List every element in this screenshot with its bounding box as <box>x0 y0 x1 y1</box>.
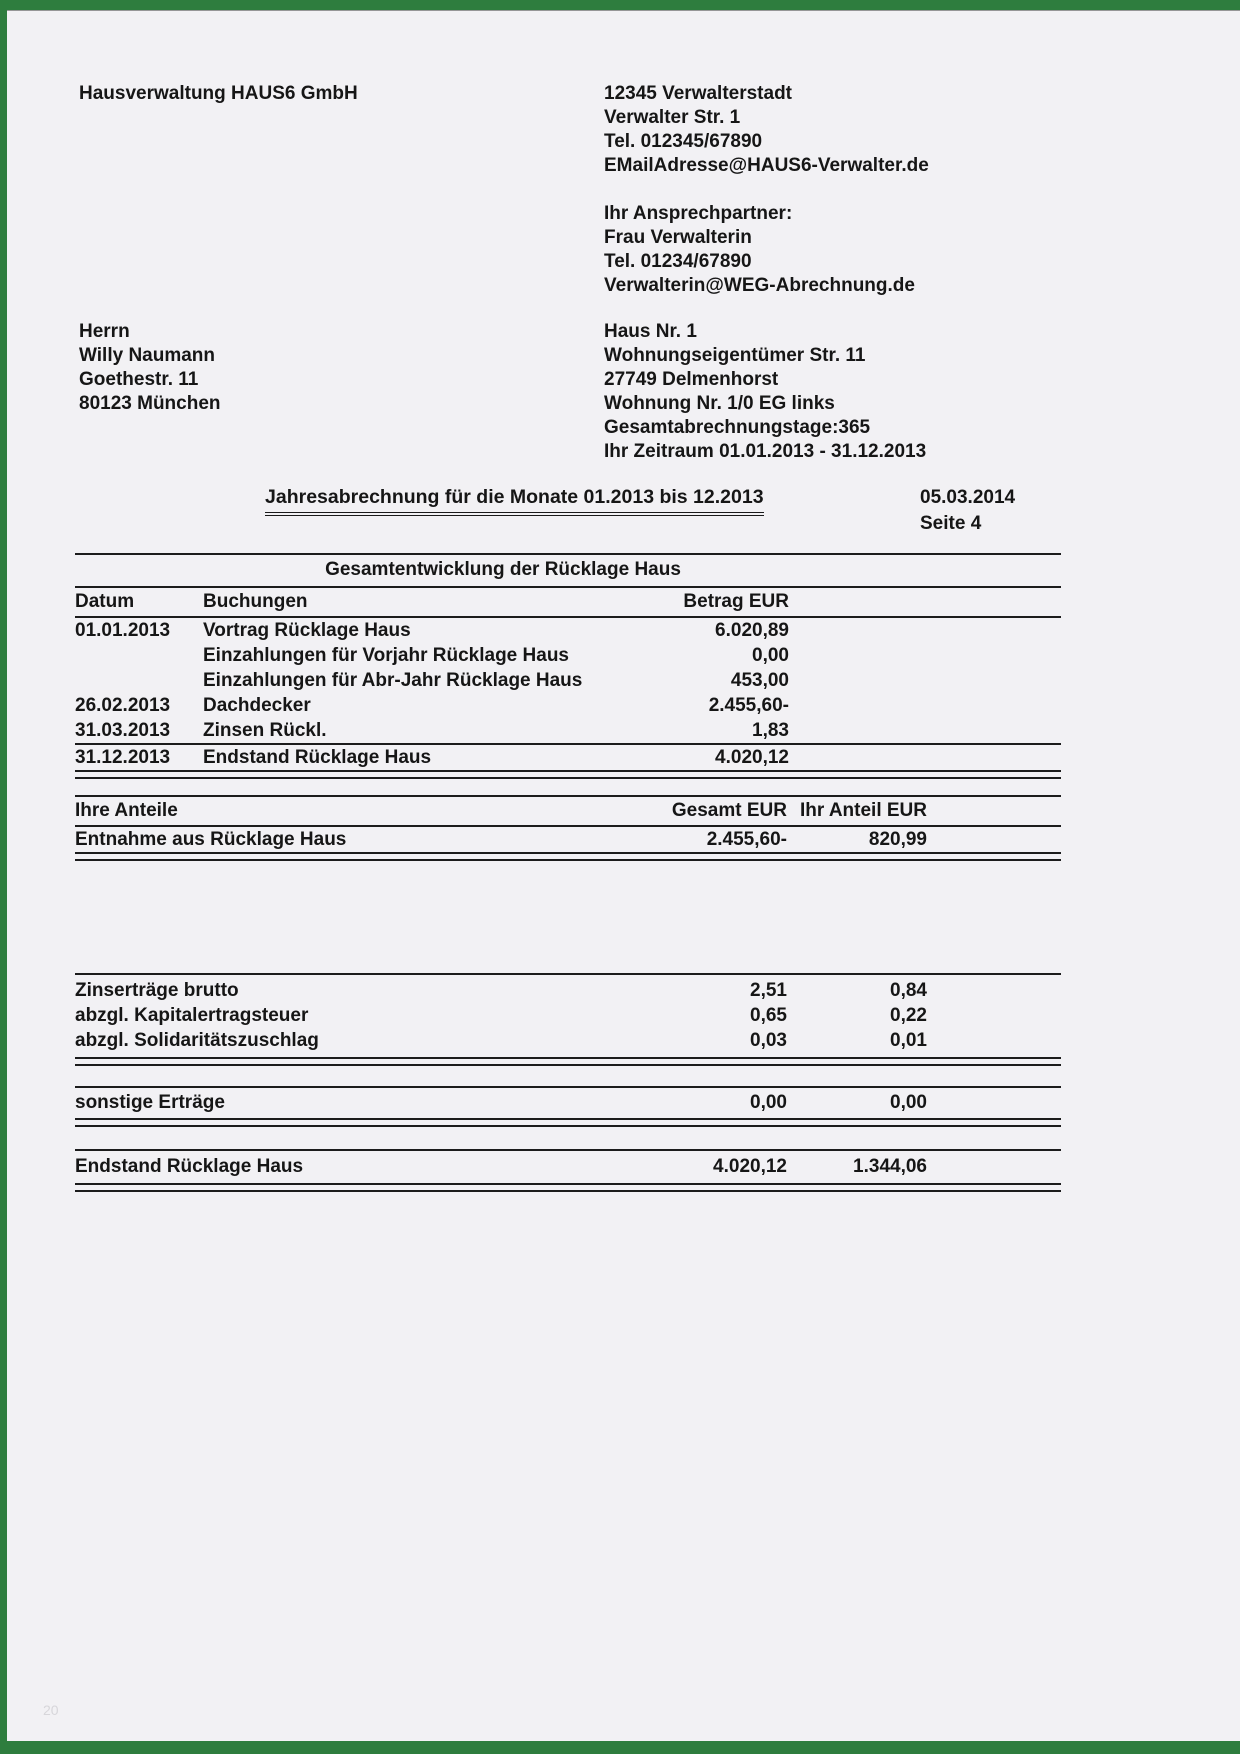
section-title-development: Gesamtentwicklung der Rücklage Haus <box>325 559 681 580</box>
contact-line: Verwalterin@WEG-Abrechnung.de <box>604 275 915 296</box>
contact-line: Tel. 01234/67890 <box>604 251 752 272</box>
address-line: Verwalter Str. 1 <box>604 107 741 128</box>
cell-share: 0,01 <box>890 1030 927 1051</box>
cell-booking: Einzahlungen für Abr-Jahr Rücklage Haus <box>203 670 583 691</box>
cell-share: 820,99 <box>868 829 927 850</box>
cell-date: 31.12.2013 <box>75 747 171 768</box>
cell-booking: Zinsen Rückl. <box>203 720 327 741</box>
property-line: Wohnung Nr. 1/0 EG links <box>604 393 835 414</box>
cell-date: 01.01.2013 <box>75 620 171 641</box>
page-label: Seite 4 <box>920 513 982 534</box>
cell-date: 31.03.2013 <box>75 720 171 741</box>
recipient-line: 80123 München <box>79 393 221 414</box>
cell-label: Zinserträge brutto <box>75 980 239 1001</box>
divider-double <box>75 770 1061 779</box>
cell-booking: Dachdecker <box>203 695 311 716</box>
management-address-block <box>604 82 929 178</box>
page-watermark: 20 <box>43 1702 59 1718</box>
property-block <box>604 320 926 464</box>
divider-double <box>75 1118 1061 1127</box>
main-content <box>75 553 1061 1192</box>
cell-date: 26.02.2013 <box>75 695 171 716</box>
cell-amount: 0,00 <box>752 645 789 666</box>
col-header-gesamt: Gesamt EUR <box>671 800 787 821</box>
contact-block <box>604 202 915 298</box>
contact-line: Frau Verwalterin <box>604 227 752 248</box>
table-row <box>75 718 1061 743</box>
cell-label: abzgl. Kapitalertragsteuer <box>75 1005 309 1026</box>
cell-booking: Einzahlungen für Vorjahr Rücklage Haus <box>203 645 569 666</box>
table-row <box>75 618 1061 643</box>
shares-row-sonstige <box>75 1088 1061 1118</box>
contact-line: Ihr Ansprechpartner: <box>604 203 793 224</box>
recipient-line: Goethestr. 11 <box>79 369 199 390</box>
address-line: EMailAdresse@HAUS6-Verwalter.de <box>604 155 929 176</box>
col-header-buchungen: Buchungen <box>203 591 308 612</box>
spacer <box>75 779 1061 795</box>
cell-share: 0,22 <box>890 1005 927 1026</box>
cell-share: 0,00 <box>890 1092 927 1113</box>
table-row <box>75 693 1061 718</box>
development-header-row <box>75 588 1061 616</box>
shares-row-entnahme <box>75 827 1061 852</box>
col-header-ihre-anteile: Ihre Anteile <box>75 800 178 821</box>
cell-total: 2,51 <box>750 980 787 1001</box>
sender-name: Hausverwaltung HAUS6 GmbH <box>79 83 358 104</box>
recipient-line: Herrn <box>79 321 130 342</box>
cell-amount: 453,00 <box>730 670 789 691</box>
property-line: Haus Nr. 1 <box>604 321 697 342</box>
cell-label: sonstige Erträge <box>75 1092 225 1113</box>
shares-row-endstand <box>75 1151 1061 1183</box>
document-date: 05.03.2014 <box>920 487 1016 508</box>
cell-amount: 4.020,12 <box>715 747 789 768</box>
cell-booking: Endstand Rücklage Haus <box>203 747 432 768</box>
property-line: Wohnungseigentümer Str. 11 <box>604 345 866 366</box>
divider-double <box>75 1057 1061 1066</box>
property-line: Ihr Zeitraum 01.01.2013 - 31.12.2013 <box>604 441 927 462</box>
cell-total: 0,65 <box>750 1005 787 1026</box>
cell-booking: Vortrag Rücklage Haus <box>203 620 411 641</box>
col-header-ihr-anteil: Ihr Anteil EUR <box>799 800 927 821</box>
cell-total: 0,00 <box>750 1092 787 1113</box>
property-line: 27749 Delmenhorst <box>604 369 779 390</box>
cell-total: 0,03 <box>750 1030 787 1051</box>
cell-label: Entnahme aus Rücklage Haus <box>75 829 347 850</box>
shares-header-row <box>75 797 1061 825</box>
development-total-row <box>75 745 1061 770</box>
cell-total: 2.455,60- <box>706 829 787 850</box>
address-line: Tel. 012345/67890 <box>604 131 763 152</box>
shares-row-zins <box>75 1028 1061 1057</box>
cell-amount: 6.020,89 <box>715 620 789 641</box>
cell-amount: 2.455,60- <box>708 695 789 716</box>
table-row <box>75 643 1061 668</box>
cell-share: 1.344,06 <box>853 1156 927 1177</box>
document-title: Jahresabrechnung für die Monate 01.2013 bis 12.2013 <box>265 486 764 516</box>
col-header-betrag: Betrag EUR <box>683 591 789 612</box>
shares-row-zins <box>75 1003 1061 1028</box>
recipient-line: Willy Naumann <box>79 345 216 366</box>
col-header-datum: Datum <box>75 591 135 612</box>
spacer <box>75 1127 1061 1149</box>
address-line: 12345 Verwalterstadt <box>604 83 793 104</box>
cell-share: 0,84 <box>890 980 927 1001</box>
scan-artifact-line <box>7 10 1240 11</box>
table-row <box>75 668 1061 693</box>
divider-double <box>75 852 1061 861</box>
cell-label: Endstand Rücklage Haus <box>75 1156 304 1177</box>
spacer <box>75 1066 1061 1086</box>
recipient-block <box>79 320 221 416</box>
shares-row-zins <box>75 975 1061 1003</box>
property-line: Gesamtabrechnungstage:365 <box>604 417 871 438</box>
cell-total: 4.020,12 <box>713 1156 787 1177</box>
cell-label: abzgl. Solidaritätszuschlag <box>75 1030 319 1051</box>
title-row <box>265 486 764 516</box>
spacer <box>75 861 1061 973</box>
divider-double <box>75 1183 1061 1192</box>
cell-amount: 1,83 <box>752 720 789 741</box>
